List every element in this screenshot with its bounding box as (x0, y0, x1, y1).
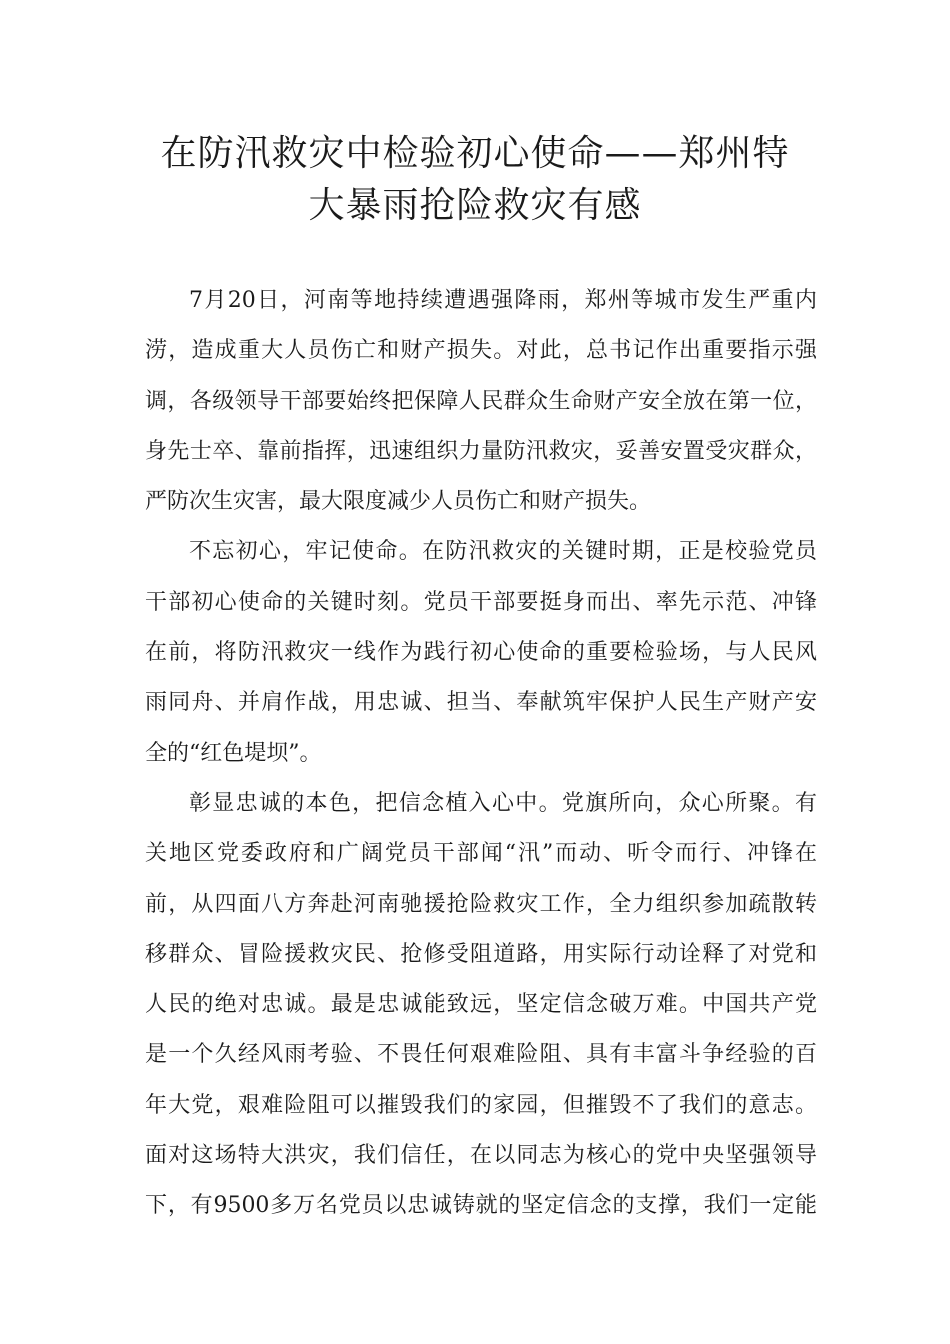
title-line-2: 大暴雨抢险救灾有感 (308, 185, 642, 226)
paragraph-1-line-2: 涝，造成重大人员伤亡和财产损失。对此，总书记作出重要指示强 (145, 338, 817, 364)
paragraph-3-line-2: 关地区党委政府和广阔党员干部闻“汛”而动、听令而行、冲锋在 (145, 841, 817, 867)
paragraph-2-line-2: 干部初心使命的关键时刻。党员干部要挺身而出、率先示范、冲锋 (145, 589, 817, 615)
title-line-1: 在防汛救灾中检验初心使命——郑州特 (160, 133, 790, 174)
paragraph-2-line-4: 雨同舟、并肩作战，用忠诚、担当、奉献筑牢保护人民生产财产安 (145, 690, 817, 716)
document-title (120, 128, 830, 232)
paragraph-1-line-5: 严防次生灾害，最大限度减少人员伤亡和财产损失。 (145, 489, 652, 515)
paragraph-3-line-1: 彰显忠诚的本色，把信念植入心中。党旗所向，众心所聚。有 (189, 790, 817, 816)
paragraph-2-line-3: 在前，将防汛救灾一线作为践行初心使命的重要检验场，与人民风 (145, 640, 817, 666)
paragraph-3-line-8: 面对这场特大洪灾，我们信任，在以同志为核心的党中央坚强领导 (145, 1143, 817, 1169)
paragraph-1-line-4: 身先士卒、靠前指挥，迅速组织力量防汛救灾，妥善安置受灾群众， (145, 438, 817, 464)
paragraph-1-line-1: 7月20日，河南等地持续遭遇强降雨，郑州等城市发生严重内 (189, 288, 817, 313)
paragraph-3-line-6: 是一个久经风雨考验、不畏任何艰难险阻、具有丰富斗争经验的百 (145, 1042, 817, 1068)
paragraph-3-line-7: 年大党，艰难险阻可以摧毁我们的家园，但摧毁不了我们的意志。 (145, 1092, 817, 1118)
paragraph-1-line-3: 调，各级领导干部要始终把保障人民群众生命财产安全放在第一位， (145, 388, 817, 414)
paragraph-3-line-9: 下，有9500多万名党员以忠诚铸就的坚定信念的支撑，我们一定能 (145, 1193, 817, 1219)
paragraph-2-line-1: 不忘初心，牢记使命。在防汛救灾的关键时期，正是校验党员 (189, 539, 817, 565)
paragraph-2-line-5: 全的“红色堤坝”。 (145, 740, 322, 766)
paragraph-3-line-3: 前，从四面八方奔赴河南驰援抢险救灾工作，全力组织参加疏散转 (145, 891, 817, 917)
paragraph-3-line-4: 移群众、冒险援救灾民、抢修受阻道路，用实际行动诠释了对党和 (145, 941, 817, 967)
paragraph-3-line-5: 人民的绝对忠诚。最是忠诚能致远，坚定信念破万难。中国共产党 (145, 992, 817, 1018)
document-body (145, 276, 817, 1232)
